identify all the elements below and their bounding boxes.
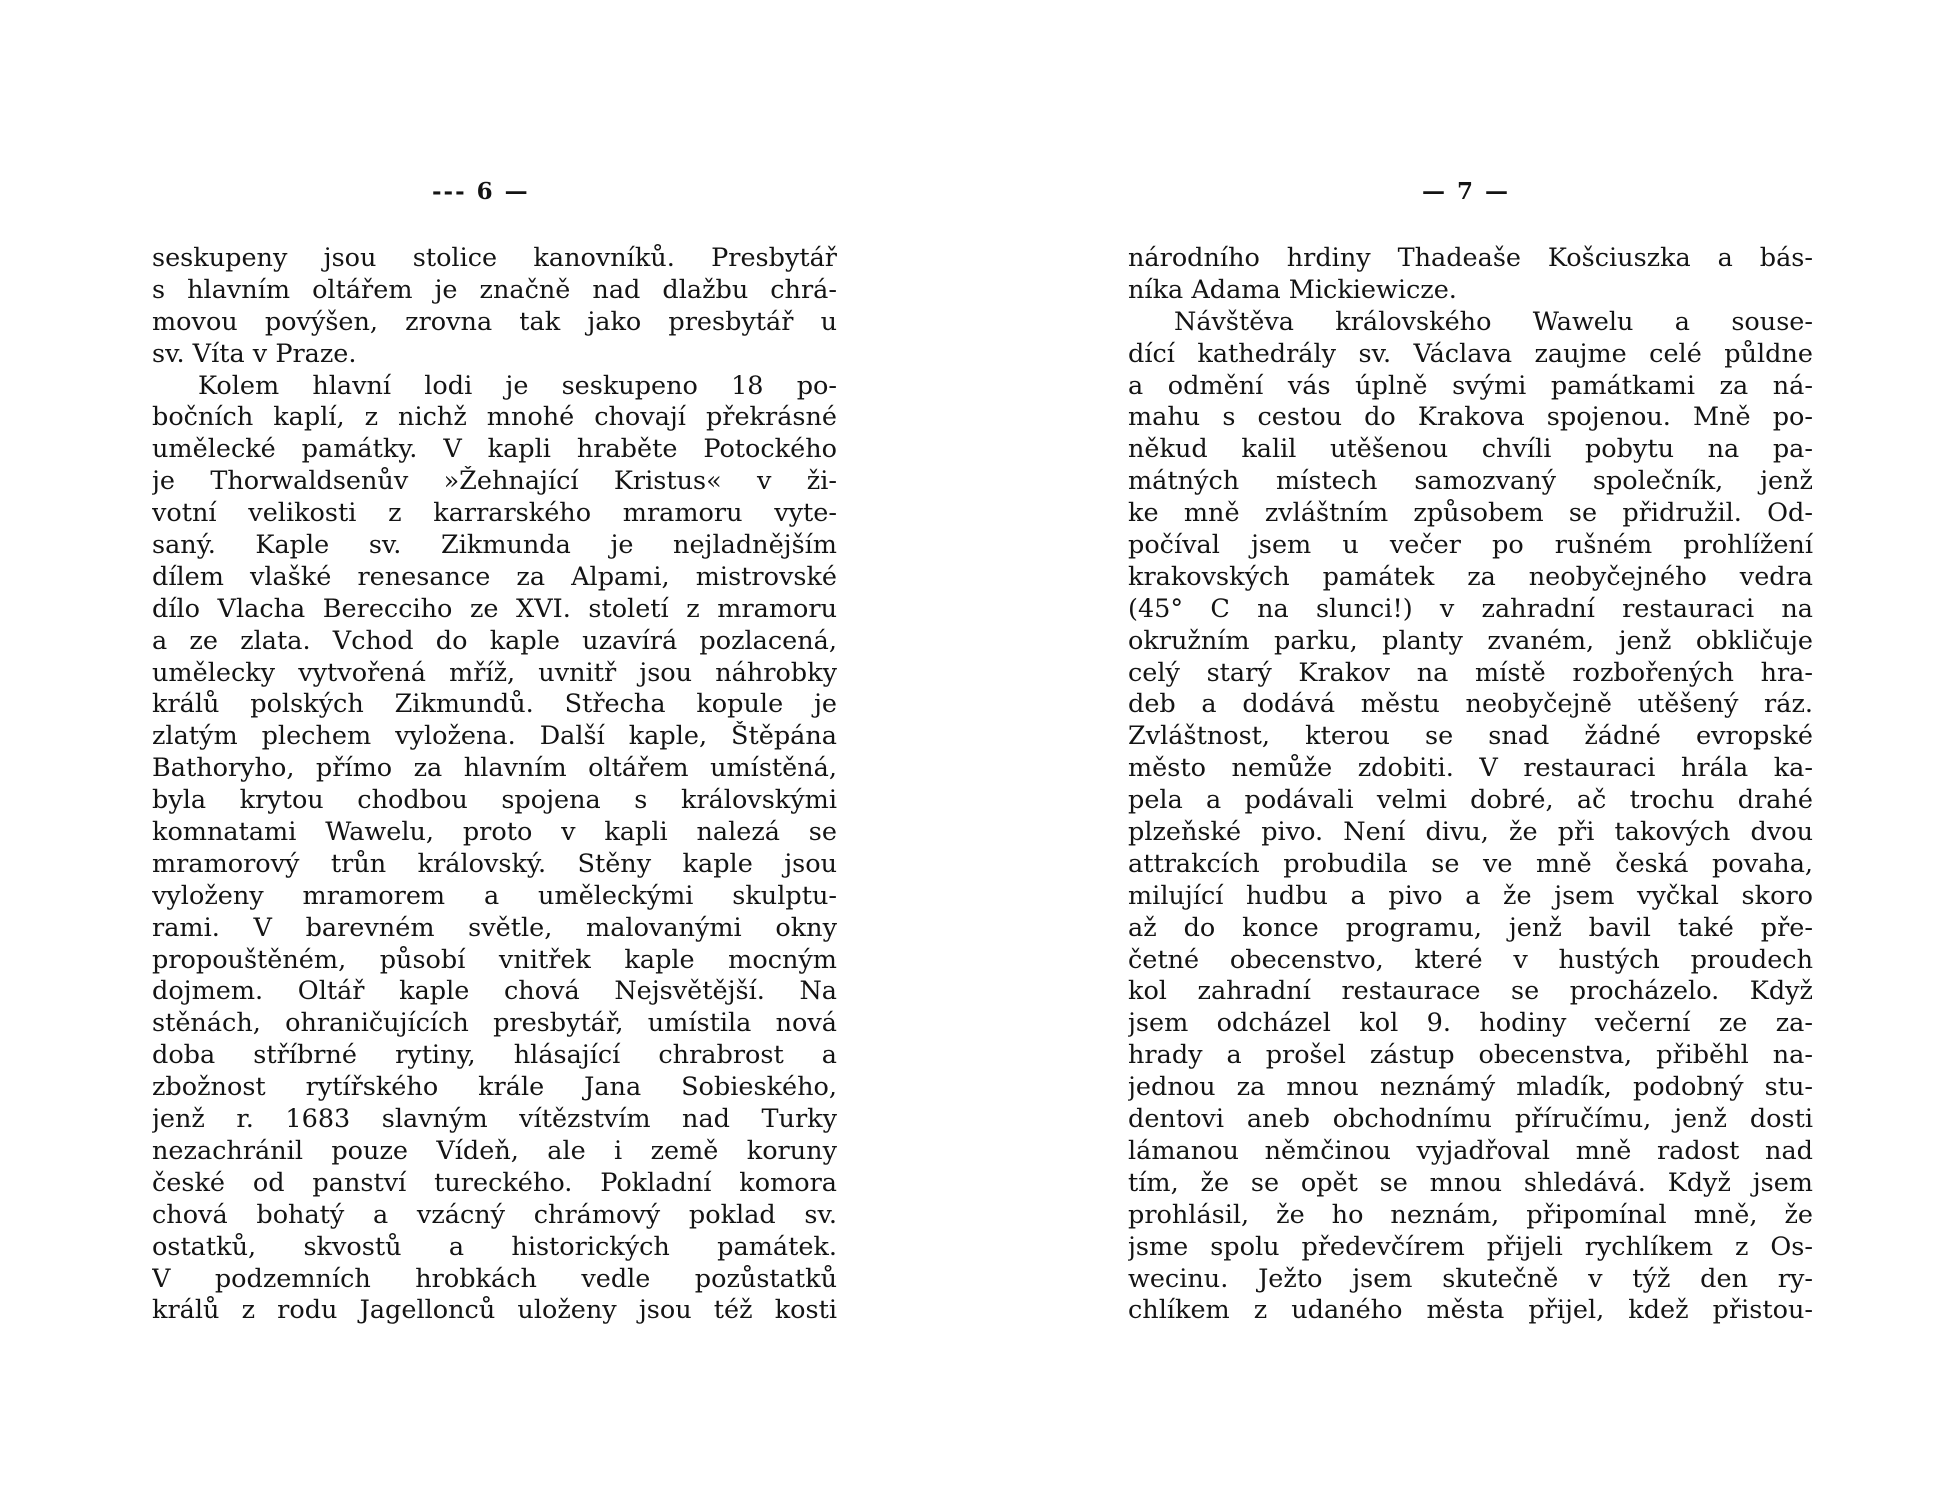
text-line: a ze zlata. Vchod do kaple uzavírá pozlacená, [152,625,837,656]
text-line: pela a podávali velmi dobré, ač trochu drahé [1128,785,1813,816]
text-line: počíval jsem u večer po rušném prohlížení [1128,530,1813,561]
text-line: chlíkem z udaného města přijel, kdež přistou- [1128,1295,1813,1326]
text-line: mátných místech samozvaný společník, jenž [1128,466,1813,497]
text-line: nezachránil pouze Vídeň, ale i země koruny [152,1135,837,1166]
text-line: propouštěném, působí vnitřek kaple mocným [152,944,837,975]
body-text [152,243,837,1327]
text-line: mahu s cestou do Krakova spojenou. Mně po- [1128,402,1813,433]
text-line: české od panství tureckého. Pokladní komora [152,1167,837,1198]
text-line: plzeňské pivo. Není divu, že při takových dvou [1128,817,1813,848]
text-line: Návštěva královského Wawelu a souse- [1174,306,1813,337]
text-line: ke mně zvláštním způsobem se přidružil. Od- [1128,498,1813,529]
text-line: a odmění vás úplně svými památkami za ná- [1128,370,1813,401]
text-line: (45° C na slunci!) v zahradní restauraci na [1128,593,1813,624]
page-number: — 7 — [1422,178,1511,205]
text-line: celý starý Krakov na místě rozbořených hra- [1128,657,1813,688]
text-line: bočních kaplí, z nichž mnohé chovají překrásné [152,402,837,433]
text-line: ostatků, skvostů a historických památek. [152,1231,837,1262]
text-line: rami. V barevném světle, malovanými okny [152,912,837,943]
text-line: někud kalil utěšenou chvíli pobytu na pa- [1128,434,1813,465]
text-line: lámanou němčinou vyjadřoval mně radost nad [1128,1135,1813,1166]
body-text [1128,243,1813,1327]
text-line: četné obecenstvo, které v hustých proudech [1128,944,1813,975]
text-line: jenž r. 1683 slavným vítězstvím nad Turky [152,1104,837,1135]
text-line: chová bohatý a vzácný chrámový poklad sv. [152,1199,837,1230]
right-page [975,0,1950,1500]
text-line: seskupeny jsou stolice kanovníků. Presbytář [152,243,837,273]
text-line: prohlásil, že ho neznám, připomínal mně, že [1128,1199,1813,1230]
text-line: je Thorwaldsenův »Žehnající Kristus« v ži- [152,466,837,497]
text-line: králů polských Zikmundů. Střecha kopule je [152,689,837,720]
text-line: dící kathedrály sv. Václava zaujme celé půldne [1128,338,1813,369]
text-line: Zvláštnost, kterou se snad žádné evropské [1128,721,1813,752]
text-line: krakovských památek za neobyčejného vedra [1128,561,1813,592]
text-line: dentovi aneb obchodnímu příručímu, jenž dosti [1128,1104,1813,1135]
text-line: umělecké památky. V kapli hraběte Potockého [152,434,837,465]
text-line: saný. Kaple sv. Zikmunda je nejladnějším [152,530,837,561]
text-line: mramorový trůn královský. Stěny kaple jsou [152,848,837,879]
text-line: Kolem hlavní lodi je seskupeno 18 po- [198,370,837,401]
text-line: dojmem. Oltář kaple chová Nejsvětější. Na [152,976,837,1007]
text-line: jsme spolu předevčírem přijeli rychlíkem z Os- [1128,1231,1813,1262]
text-line: votní velikosti z karrarského mramoru vyte- [152,498,837,529]
text-line: dílo Vlacha Berecciho ze XVI. století z mramoru [152,593,837,624]
text-line: movou povýšen, zrovna tak jako presbytář u [152,306,837,337]
text-line: stěnách, ohraničujících presbytář, umístila nová [152,1008,837,1039]
text-line: byla krytou chodbou spojena s královskými [152,785,837,816]
text-line: národního hrdiny Thadeaše Košciuszka a bás- [1128,243,1813,273]
text-line: hrady a prošel zástup obecenstva, přiběhl na- [1128,1040,1813,1071]
text-line: jednou za mnou neznámý mladík, podobný stu- [1128,1072,1813,1103]
text-line: Bathoryho, přímo za hlavním oltářem umístěná, [152,753,837,784]
text-line: dílem vlašké renesance za Alpami, mistrovské [152,561,837,592]
text-line: wecinu. Ježto jsem skutečně v týž den ry- [1128,1263,1813,1294]
text-line: zbožnost rytířského krále Jana Sobieského, [152,1072,837,1103]
text-line: vyloženy mramorem a uměleckými skulptu- [152,880,837,911]
text-line: V podzemních hrobkách vedle pozůstatků [152,1263,837,1294]
text-line: zlatým plechem vyložena. Další kaple, Štěpána [152,721,837,752]
text-line: umělecky vytvořená mříž, uvnitř jsou náhrobky [152,657,837,688]
text-line: komnatami Wawelu, proto v kapli nalezá se [152,817,837,848]
text-line: město nemůže zdobiti. V restauraci hrála ka- [1128,753,1813,784]
text-line: attrakcích probudila se ve mně česká povaha, [1128,848,1813,879]
page-number: --- 6 — [432,178,530,205]
text-line: králů z rodu Jagellonců uloženy jsou též kosti [152,1295,837,1326]
text-line: doba stříbrné rytiny, hlásající chrabrost a [152,1040,837,1071]
text-line: sv. Víta v Praze. [152,338,357,369]
text-line: níka Adama Mickiewicze. [1128,274,1457,305]
text-line: až do konce programu, jenž bavil také pře- [1128,912,1813,943]
text-line: deb a dodává městu neobyčejně utěšený ráz. [1128,689,1813,720]
text-line: jsem odcházel kol 9. hodiny večerní ze za- [1128,1008,1813,1039]
text-line: milující hudbu a pivo a že jsem vyčkal skoro [1128,880,1813,911]
text-line: tím, že se opět se mnou shledává. Když jsem [1128,1167,1813,1198]
text-line: okružním parku, planty zvaném, jenž obkličuje [1128,625,1813,656]
text-line: s hlavním oltářem je značně nad dlažbu chrá- [152,274,837,305]
text-line: kol zahradní restaurace se procházelo. Když [1128,976,1813,1007]
